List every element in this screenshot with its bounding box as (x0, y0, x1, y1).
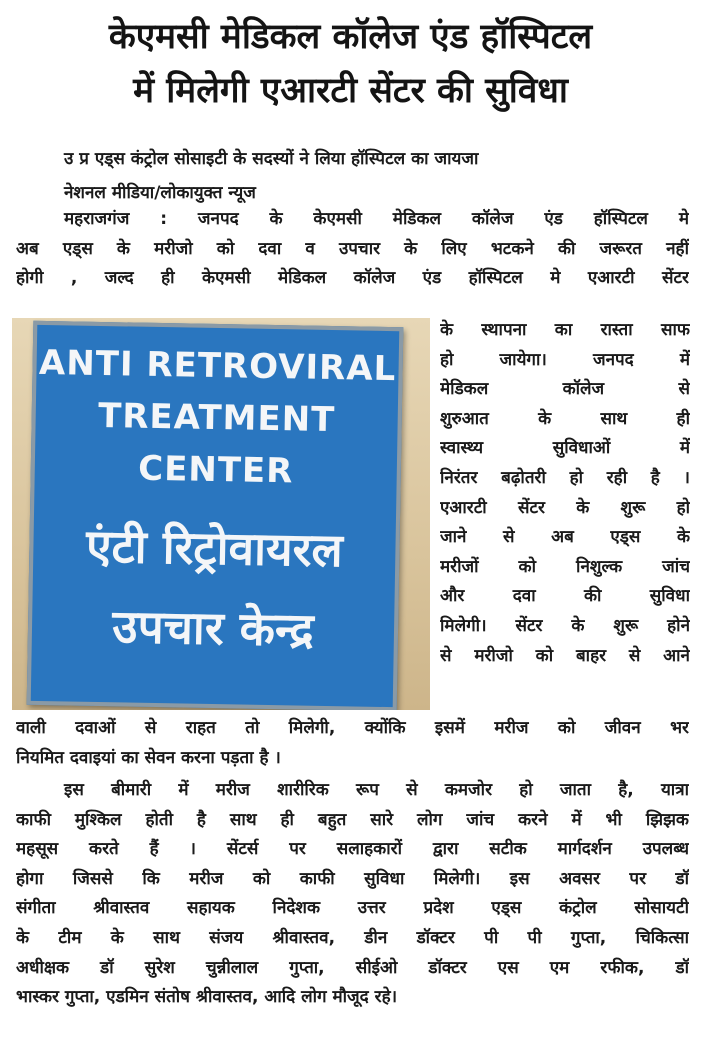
side-line: हो जायेगा। जनपद में (440, 349, 690, 370)
side-line: निरंतर बढ़ोतरी हो रही है । (440, 467, 690, 488)
intro-line-3: होगी , जल्द ही केएमसी मेडिकल कॉलेज एंड हॉस्पिटल मे एआरटी सेंटर (16, 268, 689, 289)
sign-photo (12, 318, 430, 710)
side-line: मेडिकल कॉलेज से (440, 379, 690, 400)
paragraph-2-line: होगा जिससे कि मरीज को काफी सुविधा मिलेगी। इस अवसर पर डॉ (16, 868, 689, 889)
after-photo-text (16, 714, 689, 773)
side-line: और दवा की सुविधा (440, 586, 690, 607)
side-line: से मरीजो को बाहर से आने (440, 645, 690, 666)
after-photo-line-2: नियमित दवाइयां का सेवन करना पड़ता है । (16, 747, 281, 768)
side-line: मरीजों को निशुल्क जांच (440, 556, 690, 577)
side-line: के स्थापना का रास्ता साफ (440, 320, 690, 340)
byline: नेशनल मीडिया/लोकायुक्त न्यूज (64, 183, 256, 203)
paragraph-2 (16, 776, 689, 1013)
paragraph-2-line: संगीता श्रीवास्तव सहायक निदेशक उत्तर प्रदेश एड्स कंट्रोल सोसायटी (16, 898, 689, 919)
headline (0, 10, 701, 118)
paragraph-2-line: अधीक्षक डॉ सुरेश चुन्नीलाल गुप्ता, सीईओ डॉक्टर एस एम रफीक, डॉ (16, 957, 689, 978)
after-photo-line-1: वाली दवाओं से राहत तो मिलेगी, क्योंकि इसमें मरीज को जीवन भर (16, 718, 689, 738)
intro-line-2: अब एड्स के मरीजो को दवा व उपचार के लिए भटकने की जरूरत नहीं (16, 238, 689, 259)
paragraph-2-line: महसूस करते हैं । सेंटर्स पर सलाहकारों द्वारा सटीक मार्गदर्शन उपलब्ध (16, 839, 689, 860)
side-column-text (440, 316, 690, 671)
paragraph-2-line: काफी मुश्किल होती है साथ ही बहुत सारे लोग जांच करने में भी झिझक (16, 809, 689, 830)
headline-line-2: में मिलेगी एआरटी सेंटर की सुविधा (133, 71, 568, 111)
paragraph-2-line: भास्कर गुप्ता, एडमिन संतोष श्रीवास्तव, आदि लोग मौजूद रहे। (16, 987, 398, 1008)
side-line: मिलेगी। सेंटर के शुरू होने (440, 615, 690, 636)
paragraph-2-line: के टीम के साथ संजय श्रीवास्तव, डीन डॉक्टर पी पी गुप्ता, चिकित्सा (16, 927, 689, 948)
headline-line-1: केएमसी मेडिकल कॉलेज एंड हॉस्पिटल (108, 17, 593, 57)
sign-hindi-line-1: एंटी रिट्रोवायरल (85, 518, 344, 578)
art-center-sign-board (27, 321, 404, 710)
sign-hindi-line-2: उपचार केन्द्र (111, 599, 315, 657)
sign-english-line-3: CENTER (137, 448, 294, 492)
side-line: जाने से अब एड्स के (440, 527, 690, 548)
side-line: स्वास्थ्य सुविधाओं में (440, 438, 690, 459)
subheadline: उ प्र एड्स कंट्रोल सोसाइटी के सदस्यों ने लिया हॉस्पिटल का जायजा (64, 149, 479, 169)
intro-line-1: महराजगंज : जनपद के केएमसी मेडिकल कॉलेज एंड हॉस्पिटल मे (64, 209, 689, 229)
side-line: शुरुआत के साथ ही (440, 408, 690, 429)
intro-paragraph (16, 205, 689, 294)
side-line: एआरटी सेंटर के शुरू हो (440, 497, 690, 518)
sign-english-line-2: TREATMENT (97, 395, 336, 441)
sign-english-line-1: ANTI RETROVIRAL (38, 342, 397, 390)
paragraph-2-line: इस बीमारी में मरीज शारीरिक रूप से कमजोर हो जाता है, यात्रा (64, 780, 689, 800)
